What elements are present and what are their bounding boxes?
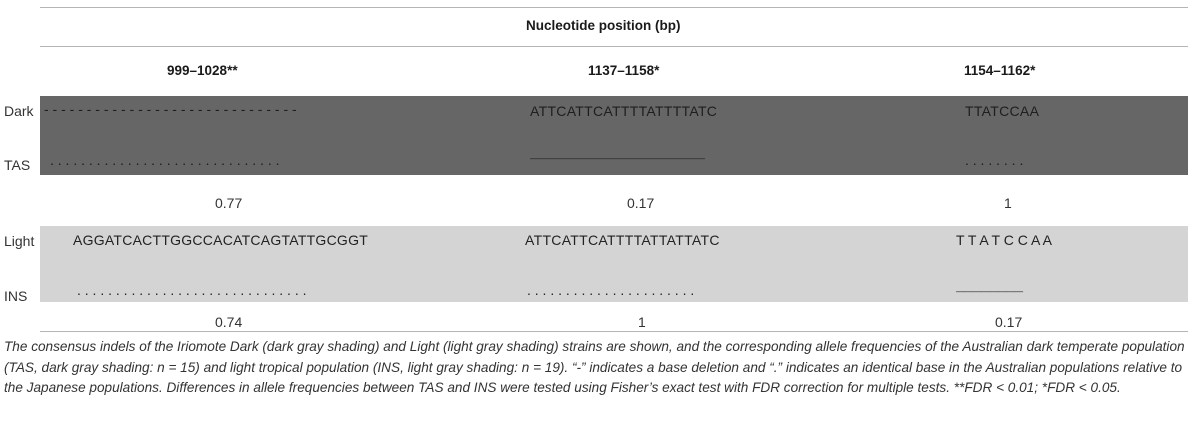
frequency-cell: 0.17 <box>995 314 1023 330</box>
sequence-cell: . . . . . . . . <box>965 152 1024 168</box>
table-group-header: Nucleotide position (bp) <box>526 18 681 33</box>
sequence-cell: TTATCCAA <box>965 103 1040 119</box>
sequence-cell: - - - - - - - - - - - - - - - - - - - - - - - - - - - - - - <box>44 101 297 117</box>
sequence-cell: . . . . . . . . . . . . . . . . . . . . . . . . . . . . . . <box>50 152 280 168</box>
row-label-dark: Dark <box>4 103 34 119</box>
sequence-cell: AGGATCACTTGGCCACATCAGTATTGCGGT <box>73 232 369 248</box>
table-footnote: The consensus indels of the Iriomote Dark (dark gray shading) and Light (light gray shading) strains are shown, and the corresponding allele frequencies of the Australian dark temperate population (TAS, dark gray shading: n = 15) and light tropical population (INS, light gray shading: n = 19). “-” indicates a base deletion and “.” indicates an identical base in the Australian populations relative to the Japanese populations. Differences in allele frequencies between TAS and INS were tested using Fisher’s exact test with FDR correction for multiple tests. **FDR < 0.01; *FDR < 0.05. <box>4 339 1185 395</box>
column-header-2: 1137–1158* <box>588 63 660 78</box>
table-bottom-rule <box>40 331 1188 332</box>
row-label-light: Light <box>4 233 35 249</box>
column-header-3: 1154–1162* <box>964 63 1036 78</box>
sequence-cell: T T A T C C A A <box>956 232 1052 248</box>
table-header-rule <box>40 46 1188 47</box>
row-label-ins: INS <box>4 288 28 304</box>
sequence-cell: — — — — — — — — — — — — — — — — — — — — — <box>530 153 704 163</box>
sequence-cell: — — — — — — — — <box>956 286 1022 296</box>
row-label-tas: TAS <box>4 157 31 173</box>
frequency-cell: 0.17 <box>627 195 655 211</box>
sequence-cell: . . . . . . . . . . . . . . . . . . . . . . <box>527 282 695 298</box>
frequency-cell: 1 <box>638 314 646 330</box>
sequence-cell: ATTCATTCATTTTATTTTATC <box>530 103 718 119</box>
table-top-rule <box>40 7 1188 8</box>
frequency-cell: 1 <box>1004 195 1012 211</box>
column-header-1: 999–1028** <box>167 63 238 78</box>
frequency-cell: 0.77 <box>215 195 243 211</box>
frequency-cell: 0.74 <box>215 314 243 330</box>
sequence-cell: ATTCATTCATTTTATTATTATC <box>525 232 720 248</box>
sequence-cell: . . . . . . . . . . . . . . . . . . . . . . . . . . . . . . <box>77 282 307 298</box>
